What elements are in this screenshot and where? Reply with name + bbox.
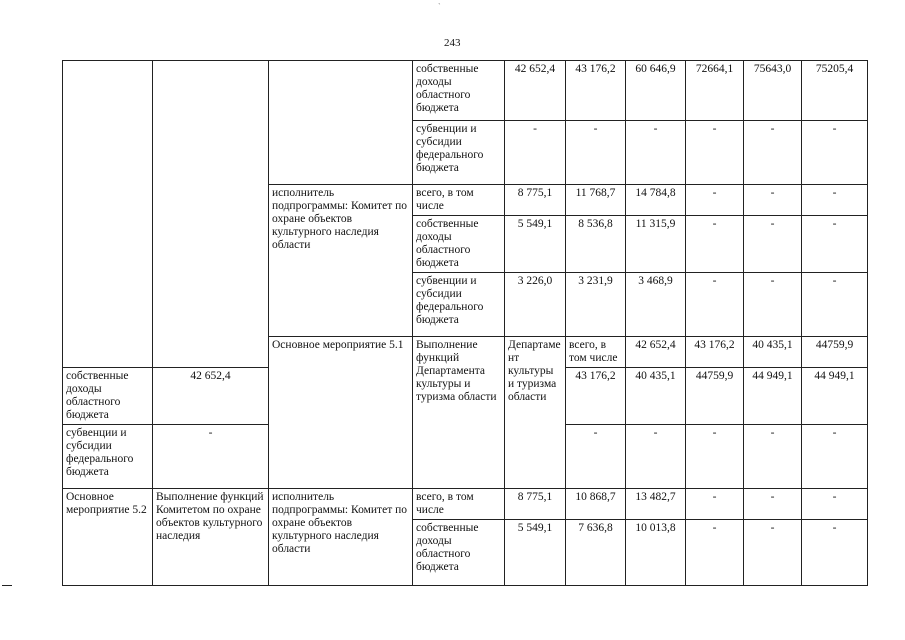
funding-source-cell: всего, в том числе: [413, 489, 505, 520]
funding-source-cell: субвенции и субсидии федерального бюджета: [63, 425, 153, 489]
amount-cell: -: [153, 425, 269, 489]
amount-cell: 8 775,1: [505, 489, 566, 520]
amount-cell: 42 652,4: [153, 368, 269, 425]
page-number: 243: [444, 37, 461, 49]
executor-cell-empty: [269, 61, 413, 185]
amount-cell: 44759,9: [686, 368, 744, 425]
amount-cell: -: [744, 121, 802, 185]
amount-cell: -: [744, 185, 802, 216]
amount-cell: -: [802, 121, 868, 185]
measure-title-empty: [153, 61, 269, 368]
amount-cell: 75643,0: [744, 61, 802, 121]
measure-name-cell: Основное мероприятие 5.2: [63, 489, 153, 586]
amount-cell: -: [686, 489, 744, 520]
measure-cell-empty: [63, 61, 153, 368]
amount-cell: 11 768,7: [566, 185, 626, 216]
funding-source-cell: всего, в том числе: [413, 185, 505, 216]
amount-cell: 72664,1: [686, 61, 744, 121]
amount-cell: 3 226,0: [505, 273, 566, 337]
amount-cell: -: [505, 121, 566, 185]
amount-cell: -: [686, 520, 744, 586]
amount-cell: -: [802, 185, 868, 216]
amount-cell: -: [802, 273, 868, 337]
amount-cell: -: [626, 425, 686, 489]
amount-cell: 7 636,8: [566, 520, 626, 586]
executor-cell: исполнитель подпрограммы: Комитет по охране объектов культурного наследия области: [269, 185, 413, 337]
amount-cell: 42 652,4: [626, 337, 686, 368]
scan-mark: `: [438, 2, 441, 11]
amount-cell: -: [686, 185, 744, 216]
funding-source-cell: собственные доходы областного бюджета: [413, 216, 505, 273]
amount-cell: 42 652,4: [505, 61, 566, 121]
amount-cell: -: [744, 425, 802, 489]
measure-title-cell: Выполнение функций Комитетом по охране объектов культурного наследия: [153, 489, 269, 586]
amount-cell: 11 315,9: [626, 216, 686, 273]
amount-cell: 44 949,1: [744, 368, 802, 425]
funding-source-cell: всего, в том числе: [566, 337, 626, 368]
amount-cell: 10 013,8: [626, 520, 686, 586]
amount-cell: 5 549,1: [505, 216, 566, 273]
amount-cell: -: [802, 520, 868, 586]
amount-cell: 14 784,8: [626, 185, 686, 216]
amount-cell: -: [744, 489, 802, 520]
funding-source-cell: собственные доходы областного бюджета: [413, 520, 505, 586]
amount-cell: -: [686, 216, 744, 273]
amount-cell: 43 176,2: [566, 61, 626, 121]
amount-cell: 44 949,1: [802, 368, 868, 425]
amount-cell: 8 536,8: [566, 216, 626, 273]
margin-line: [2, 585, 12, 586]
amount-cell: 43 176,2: [566, 368, 626, 425]
amount-cell: -: [744, 273, 802, 337]
amount-cell: 13 482,7: [626, 489, 686, 520]
amount-cell: -: [802, 216, 868, 273]
amount-cell: -: [566, 425, 626, 489]
amount-cell: -: [626, 121, 686, 185]
table-row: [63, 489, 868, 520]
amount-cell: 8 775,1: [505, 185, 566, 216]
amount-cell: 60 646,9: [626, 61, 686, 121]
budget-table: [62, 60, 868, 586]
amount-cell: 10 868,7: [566, 489, 626, 520]
amount-cell: 3 468,9: [626, 273, 686, 337]
amount-cell: -: [802, 425, 868, 489]
amount-cell: -: [744, 520, 802, 586]
amount-cell: 3 231,9: [566, 273, 626, 337]
amount-cell: 75205,4: [802, 61, 868, 121]
amount-cell: 40 435,1: [744, 337, 802, 368]
amount-cell: -: [686, 425, 744, 489]
amount-cell: 44759,9: [802, 337, 868, 368]
table-row: [63, 61, 868, 121]
funding-source-cell: субвенции и субсидии федерального бюджета: [413, 273, 505, 337]
funding-source-cell: собственные доходы областного бюджета: [413, 61, 505, 121]
amount-cell: -: [566, 121, 626, 185]
amount-cell: 43 176,2: [686, 337, 744, 368]
amount-cell: 40 435,1: [626, 368, 686, 425]
measure-name-cell: Основное мероприятие 5.1: [269, 337, 413, 489]
measure-executor-cell: Департамент культуры и туризма области: [505, 337, 566, 489]
amount-cell: -: [686, 273, 744, 337]
amount-cell: 5 549,1: [505, 520, 566, 586]
amount-cell: -: [744, 216, 802, 273]
amount-cell: -: [802, 489, 868, 520]
funding-source-cell: собственные доходы областного бюджета: [63, 368, 153, 425]
table-body: [63, 61, 868, 586]
measure-title-cell: Выполнение функций Департамента культуры и туризма области: [413, 337, 505, 489]
funding-source-cell: субвенции и субсидии федерального бюджета: [413, 121, 505, 185]
amount-cell: -: [686, 121, 744, 185]
measure-executor-cell: исполнитель подпрограммы: Комитет по охране объектов культурного наследия области: [269, 489, 413, 586]
